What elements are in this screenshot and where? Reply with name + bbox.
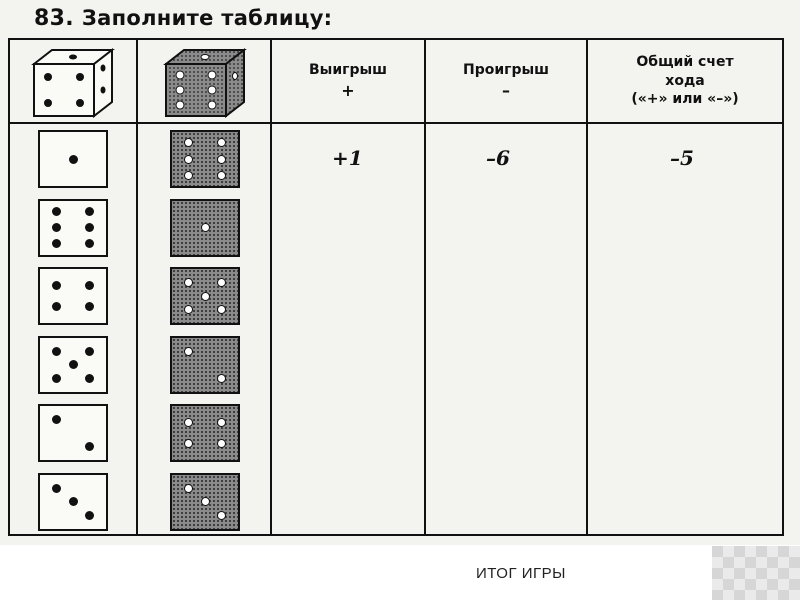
win-value: +1 (332, 146, 363, 170)
pip-dot (201, 497, 210, 506)
pip-dot (85, 207, 94, 216)
pip-dot (217, 418, 226, 427)
pip-dot (52, 415, 61, 424)
white-die-3 (38, 473, 108, 531)
black-die-2 (170, 336, 240, 394)
pip-dot (217, 439, 226, 448)
pip-dot (85, 239, 94, 248)
black-die-6 (170, 130, 240, 188)
pip-dot (217, 171, 226, 180)
corner-decoration (712, 546, 800, 600)
dice-table (8, 38, 784, 536)
black-die-1 (170, 199, 240, 257)
pip-dot (184, 418, 193, 427)
header-total (588, 40, 782, 122)
pip-dot (184, 138, 193, 147)
header-total-line1: Общий счет (636, 53, 734, 70)
header-win-label: Выигрыш (308, 61, 387, 78)
footer-caption: ИТОГ ИГРЫ (476, 565, 566, 582)
pip-dot (217, 138, 226, 147)
pip-dot (184, 278, 193, 287)
white-cube-icon (28, 46, 118, 118)
pip-dot (217, 278, 226, 287)
pip-dot (217, 155, 226, 164)
pip-dot (52, 207, 61, 216)
pip-dot (184, 484, 193, 493)
pip-dot (52, 281, 61, 290)
header-total-line3: («+» или «–») (631, 91, 739, 108)
pip-dot (184, 155, 193, 164)
pip-dot (85, 347, 94, 356)
task-title: Заполните таблицу: (81, 6, 333, 30)
pip-dot (201, 223, 210, 232)
task-heading (34, 6, 332, 31)
pip-dot (217, 511, 226, 520)
loss-value: –6 (486, 146, 510, 170)
white-die-5 (38, 336, 108, 394)
pip-dot (52, 239, 61, 248)
pip-dot (184, 305, 193, 314)
pip-dot (85, 281, 94, 290)
pip-dot (52, 347, 61, 356)
white-die-6 (38, 199, 108, 257)
pip-dot (52, 374, 61, 383)
task-number: 83. (34, 6, 74, 31)
black-die-4 (170, 404, 240, 462)
pip-dot (184, 347, 193, 356)
header-total-line2: хода (665, 72, 705, 89)
white-die-2 (38, 404, 108, 462)
pip-dot (201, 292, 210, 301)
pip-dot (85, 511, 94, 520)
pip-dot (85, 374, 94, 383)
pip-dot (184, 439, 193, 448)
header-loss-sign: – (502, 80, 510, 100)
pip-dot (85, 442, 94, 451)
pip-dot (52, 223, 61, 232)
pip-dot (69, 155, 78, 164)
pip-dot (69, 360, 78, 369)
pip-dot (69, 497, 78, 506)
pip-dot (217, 374, 226, 383)
white-die-4 (38, 267, 108, 325)
header-divider (10, 122, 782, 124)
header-win-sign: + (341, 80, 355, 100)
pip-dot (52, 484, 61, 493)
column-divider (136, 40, 138, 534)
black-die-5 (170, 267, 240, 325)
header-loss-label: Проигрыш (462, 61, 550, 78)
pip-dot (85, 302, 94, 311)
total-value: –5 (670, 146, 694, 170)
pip-dot (217, 305, 226, 314)
white-die-1 (38, 130, 108, 188)
header-win (272, 40, 424, 122)
header-loss (426, 40, 586, 122)
pip-dot (85, 223, 94, 232)
black-die-3 (170, 473, 240, 531)
pip-dot (52, 302, 61, 311)
pip-dot (184, 171, 193, 180)
black-cube-icon (160, 46, 250, 118)
